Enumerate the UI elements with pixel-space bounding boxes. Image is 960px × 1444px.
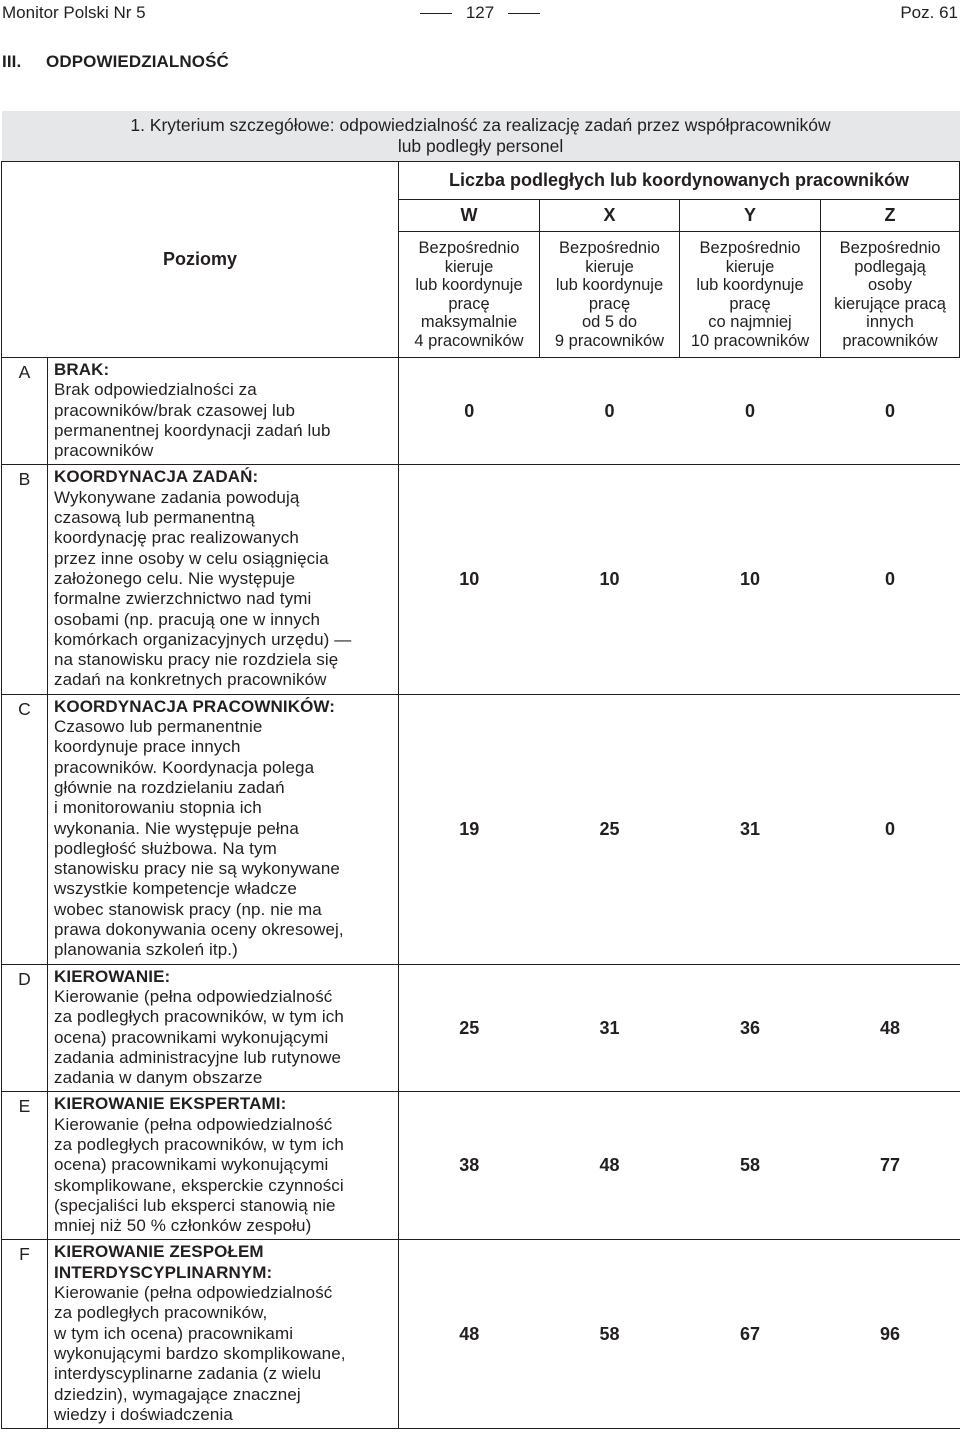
point-value: 48	[821, 964, 960, 1092]
point-value: 36	[680, 964, 821, 1092]
level-description-line: czasową lub permanentną	[54, 508, 255, 528]
level-description-line: komórkach organizacyjnych urzędu) —	[54, 629, 352, 649]
level-row	[2, 358, 960, 465]
level-description-line: zadań na konkretnych pracowników	[54, 670, 327, 690]
level-description-line: Czasowo lub permanentnie	[54, 717, 263, 737]
level-description-line: skomplikowane, eksperckie czynności	[54, 1175, 344, 1195]
level-description-line: dziedzin), wymagające znacznej	[54, 1384, 301, 1404]
level-row	[2, 964, 960, 1092]
level-description-line: pracowników. Koordynacja polega	[54, 757, 315, 777]
section-number: III.	[2, 52, 22, 71]
column-description-line: maksymalnie	[420, 313, 518, 331]
level-description-line: wykonującymi bardzo skomplikowane,	[54, 1343, 346, 1363]
levels-header: Poziomy	[2, 162, 399, 358]
column-description-line: kieruje	[725, 257, 775, 276]
column-letter: X	[540, 200, 680, 232]
dash-left	[420, 13, 452, 14]
point-value: 77	[821, 1092, 960, 1240]
point-value: 10	[540, 465, 680, 694]
column-description-line: innych	[866, 313, 914, 331]
section-title: ODPOWIEDZIALNOŚĆ	[46, 52, 229, 71]
count-header: Liczba podległych lub koordynowanych pracowników	[399, 162, 960, 200]
column-description-line: kieruje	[585, 257, 634, 276]
level-description-line: zadania administracyjne lub rutynowe	[54, 1047, 342, 1067]
column-description-line: Bezpośrednio	[839, 239, 941, 257]
point-value: 0	[680, 358, 821, 465]
point-value: 31	[540, 964, 680, 1092]
column-description	[540, 232, 680, 358]
column-letter: W	[399, 200, 540, 232]
point-value: 31	[680, 694, 821, 964]
level-description-line: za podległych pracowników, w tym ich	[54, 1134, 344, 1154]
point-value: 0	[540, 358, 680, 465]
level-description-line: wobec stanowisk pracy (np. nie ma	[54, 899, 322, 919]
level-letter: B	[2, 465, 48, 694]
table-caption	[2, 111, 960, 162]
point-value: 19	[399, 694, 540, 964]
column-description	[821, 232, 960, 358]
level-description	[48, 964, 399, 1092]
page-number-block	[0, 3, 960, 23]
level-letter: A	[2, 358, 48, 465]
column-description-line: Bezpośrednio	[699, 239, 801, 257]
point-value: 96	[821, 1240, 960, 1429]
level-description-line: Kierowanie (pełna odpowiedzialność	[54, 986, 333, 1006]
column-description-line: Bezpośrednio	[559, 239, 660, 257]
column-description-line: pracę	[729, 294, 771, 313]
level-description-line: koordynuje prace innych	[54, 737, 241, 757]
level-row	[2, 1240, 960, 1429]
level-description-line: mniej niż 50 % członków zespołu)	[54, 1216, 312, 1236]
level-title: KIEROWANIE:	[54, 966, 171, 986]
level-letter: C	[2, 694, 48, 964]
running-head	[0, 0, 960, 26]
level-title: KOORDYNACJA ZADAŃ:	[54, 467, 259, 487]
point-value: 25	[540, 694, 680, 964]
level-description-line: koordynację prac realizowanych	[54, 528, 299, 548]
level-title: KOORDYNACJA PRACOWNIKÓW:	[54, 696, 336, 716]
level-description-line: Wykonywane zadania powodują	[54, 487, 300, 507]
point-value: 58	[680, 1092, 821, 1240]
level-description-line: pracowników/brak czasowej lub	[54, 400, 296, 420]
point-value: 0	[821, 465, 960, 694]
column-letter: Y	[680, 200, 821, 232]
level-description	[48, 694, 399, 964]
level-letter: D	[2, 964, 48, 1092]
level-description-line: wykonania. Nie występuje pełna	[54, 818, 299, 838]
level-description-line: interdyscyplinarne zadania (z wielu	[54, 1364, 322, 1384]
level-letter: E	[2, 1092, 48, 1240]
column-description-line: kieruje	[444, 257, 494, 276]
page-number: 127	[465, 3, 495, 22]
journal-title: Monitor Polski Nr 5	[2, 3, 146, 22]
level-description-line: przez inne osoby w celu osiągnięcia	[54, 548, 329, 568]
level-description-line: prawa dokonywania oceny okresowej,	[54, 920, 344, 940]
point-value: 10	[399, 465, 540, 694]
level-title: INTERDYSCYPLINARNYM:	[54, 1262, 273, 1282]
level-row	[2, 694, 960, 964]
level-description-line: podległość służbowa. Na tym	[54, 838, 277, 858]
point-value: 38	[399, 1092, 540, 1240]
level-description-line: (specjaliści lub eksperci stanowią nie	[54, 1195, 336, 1215]
level-description-line: wszystkie kompetencje władcze	[54, 879, 297, 899]
level-description-line: w tym ich ocena) pracownikami	[54, 1323, 294, 1343]
level-title: KIEROWANIE ZESPOŁEM	[54, 1242, 264, 1262]
level-description-line: osobami (np. pracują one w innych	[54, 609, 321, 629]
level-description-line: Kierowanie (pełna odpowiedzialność	[54, 1283, 333, 1303]
criteria-table	[1, 111, 960, 1429]
level-description-line: Kierowanie (pełna odpowiedzialność	[54, 1114, 333, 1134]
section-heading	[2, 52, 229, 72]
level-letter: F	[2, 1240, 48, 1429]
point-value: 0	[399, 358, 540, 465]
point-value: 0	[821, 358, 960, 465]
level-description-line: zadania w danym obszarze	[54, 1068, 263, 1088]
level-description-line: ocena) pracownikami wykonującymi	[54, 1155, 329, 1175]
column-description-line: co najmniej	[708, 313, 792, 331]
level-description-line: i monitorowaniu stopnia ich	[54, 798, 262, 818]
column-description-line: 4 pracowników	[414, 331, 524, 350]
level-description	[48, 465, 399, 694]
level-title: KIEROWANIE EKSPERTAMI:	[54, 1094, 287, 1114]
level-description-line: głównie na rozdzielaniu zadań	[54, 777, 285, 797]
point-value: 58	[540, 1240, 680, 1429]
level-row	[2, 1092, 960, 1240]
column-description-line: 9 pracowników	[554, 331, 665, 350]
column-description	[399, 232, 540, 358]
level-description-line: pracowników	[54, 441, 154, 461]
level-description-line: na stanowisku pracy nie rozdziela się	[54, 650, 339, 670]
point-value: 48	[399, 1240, 540, 1429]
table-caption-line: lub podległy personel	[397, 136, 564, 156]
table-caption-line: 1. Kryterium szczegółowe: odpowiedzialność za realizację zadań przez współpracowników	[130, 115, 831, 135]
column-description-line: lub koordynuje	[696, 276, 804, 294]
level-description-line: permanentnej koordynacji zadań lub	[54, 420, 331, 440]
column-description-line: osoby	[868, 276, 913, 294]
level-description-line: ocena) pracownikami wykonującymi	[54, 1027, 329, 1047]
level-description-line: stanowisku pracy nie są wykonywane	[54, 859, 340, 879]
point-value: 67	[680, 1240, 821, 1429]
level-description	[48, 1240, 399, 1429]
level-description-line: Brak odpowiedzialności za	[54, 380, 257, 400]
column-description-line: kierujące pracą	[834, 294, 946, 313]
point-value: 25	[399, 964, 540, 1092]
column-description-line: Bezpośrednio	[418, 239, 520, 257]
level-description	[48, 358, 399, 465]
column-description-line: pracę	[588, 294, 631, 313]
point-value: 10	[680, 465, 821, 694]
level-title: BRAK:	[54, 360, 110, 379]
level-description	[48, 1092, 399, 1240]
dash-right	[508, 13, 540, 14]
column-description	[680, 232, 821, 358]
level-description-line: planowania szkoleń itp.)	[54, 940, 238, 960]
level-description-line: formalne zwierzchnictwo nad tymi	[54, 589, 312, 609]
point-value: 48	[540, 1092, 680, 1240]
level-description-line: za podległych pracowników, w tym ich	[54, 1007, 344, 1027]
column-description-line: lub koordynuje	[415, 276, 523, 294]
point-value: 0	[821, 694, 960, 964]
column-description-line: podlegają	[854, 257, 926, 276]
column-description-line: pracę	[448, 294, 490, 313]
level-description-line: założonego celu. Nie występuje	[54, 568, 296, 588]
column-description-line: 10 pracowników	[690, 331, 810, 350]
level-row	[2, 465, 960, 694]
level-description-line: za podległych pracowników,	[54, 1303, 268, 1323]
column-description-line: od 5 do	[581, 313, 638, 331]
level-description-line: wiedzy i doświadczenia	[54, 1404, 233, 1424]
position-number: Poz. 61	[900, 3, 958, 22]
column-letter: Z	[821, 200, 960, 232]
column-description-line: pracowników	[842, 331, 938, 350]
column-description-line: lub koordynuje	[555, 276, 664, 294]
